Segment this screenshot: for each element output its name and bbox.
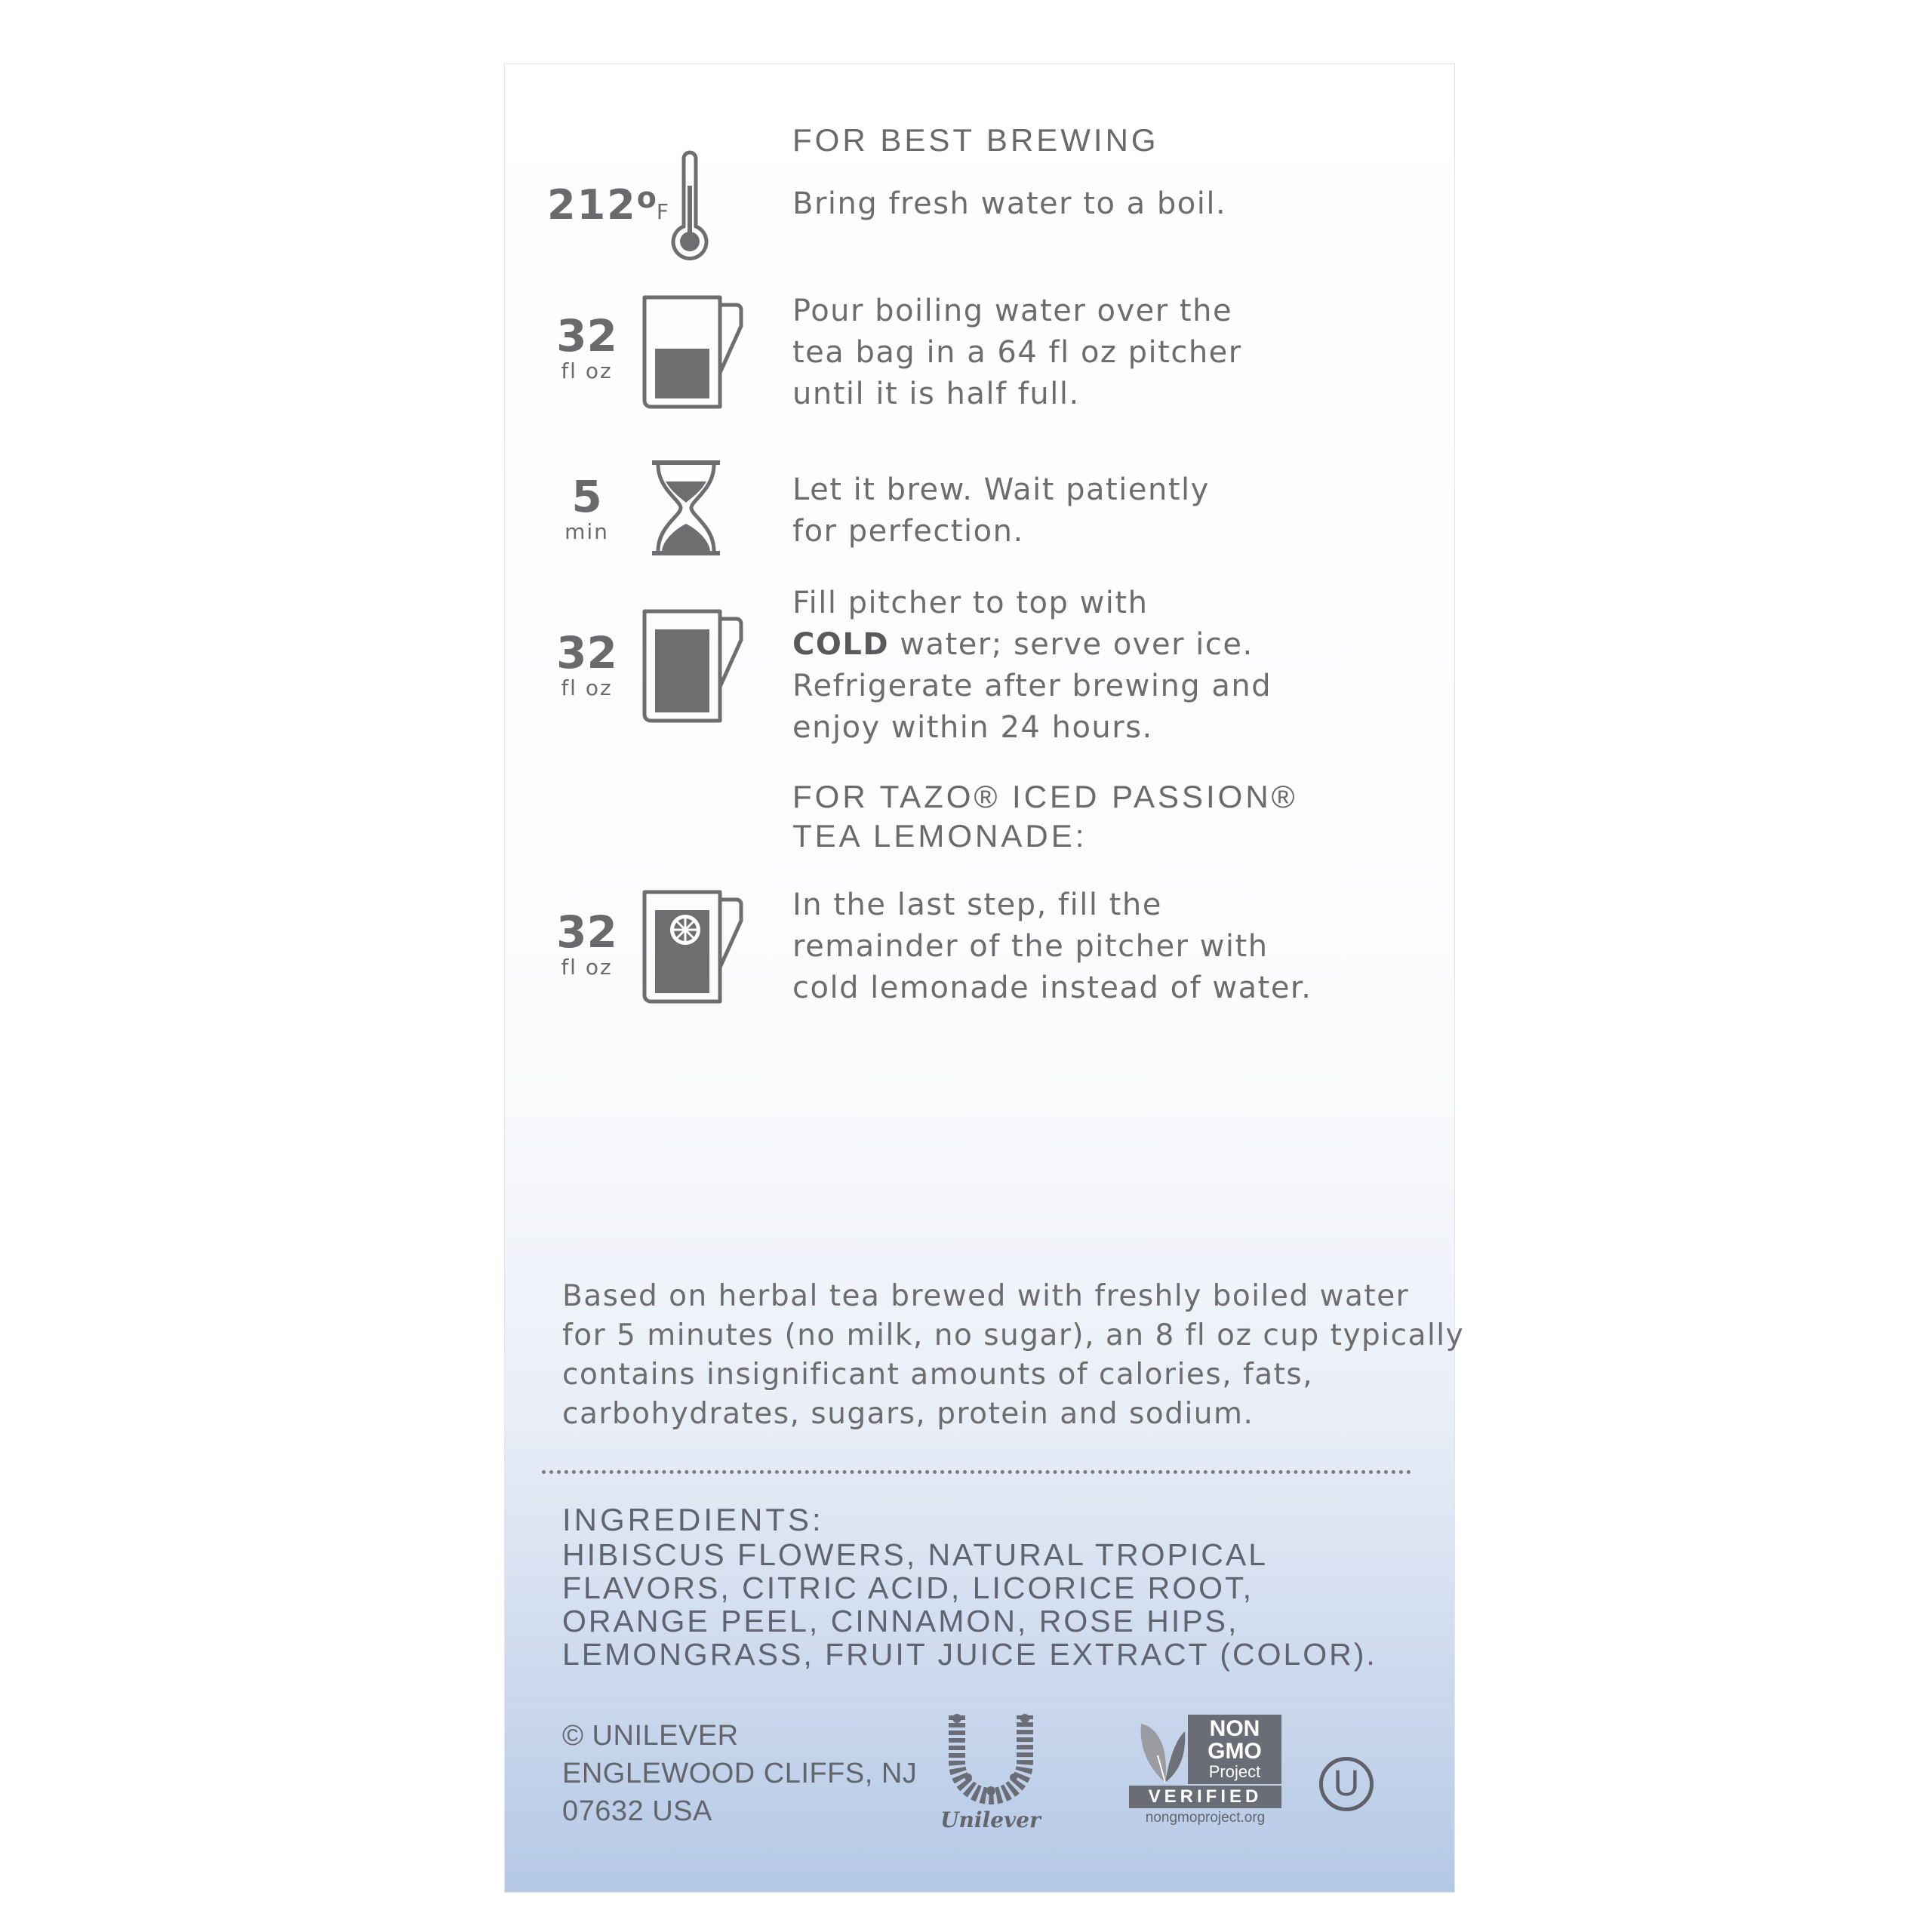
step-4-quantity	[551, 627, 623, 701]
nutrition-note	[562, 1277, 1464, 1434]
step-3-quantity	[551, 471, 623, 545]
step-4-line: enjoy within 24 hours.	[792, 710, 1153, 745]
pitcher-lemon-icon	[640, 889, 746, 1002]
step-2-text	[792, 291, 1242, 415]
step-4-line-rest: water; serve over ice.	[900, 627, 1254, 662]
non-gmo-label-line: Project	[1208, 1762, 1261, 1781]
dotted-divider	[542, 1470, 1411, 1474]
nutrition-note-line: carbohydrates, sugars, protein and sodium.	[562, 1397, 1254, 1431]
temperature-number: 212	[547, 181, 637, 229]
section-title-best-brewing: FOR BEST BREWING	[792, 122, 1159, 158]
ingredients-line: FLAVORS, CITRIC ACID, LICORICE ROOT,	[562, 1571, 1254, 1605]
lemonade-line: remainder of the pitcher with	[792, 929, 1269, 964]
address-line: ENGLEWOOD CLIFFS, NJ	[562, 1758, 918, 1789]
step-3-unit: min	[565, 519, 609, 544]
step-2-line: until it is half full.	[792, 377, 1080, 411]
nutrition-note-line: contains insignificant amounts of calories, fats,	[562, 1358, 1314, 1392]
non-gmo-url: nongmoproject.org	[1145, 1810, 1266, 1826]
lemonade-number: 32	[556, 906, 617, 958]
ingredients-list	[562, 1538, 1377, 1671]
non-gmo-badge	[1129, 1713, 1284, 1826]
step-3-text	[792, 469, 1210, 552]
pitcher-full-icon	[640, 608, 746, 721]
lemonade-title-line: TEA LEMONADE:	[792, 818, 1088, 854]
temperature-degree: o	[636, 181, 657, 214]
step-3-number: 5	[571, 471, 602, 522]
ingredients-title: INGREDIENTS:	[562, 1502, 824, 1537]
step-2-quantity	[551, 310, 623, 384]
company-address	[562, 1717, 917, 1830]
step-2-line: tea bag in a 64 fl oz pitcher	[792, 335, 1242, 370]
ingredients-line: HIBISCUS FLOWERS, NATURAL TROPICAL	[562, 1537, 1269, 1572]
step-4-line: Refrigerate after brewing and	[792, 669, 1272, 703]
step-4-line	[792, 624, 1272, 666]
step-4-text	[792, 583, 1272, 749]
kosher-symbol-icon: U	[1319, 1757, 1374, 1811]
cold-emphasis: COLD	[792, 627, 890, 662]
hourglass-icon	[651, 459, 722, 557]
thermometer-icon	[667, 148, 712, 261]
ingredients-line: ORANGE PEEL, CINNAMON, ROSE HIPS,	[562, 1604, 1239, 1638]
non-gmo-label-line: GMO	[1208, 1739, 1262, 1764]
butterfly-icon	[1135, 1716, 1188, 1788]
unilever-logo-icon	[934, 1709, 1048, 1819]
step-2-unit: fl oz	[561, 358, 613, 383]
lemonade-title-line: FOR TAZO® ICED PASSION®	[792, 779, 1298, 814]
pitcher-half-icon	[640, 294, 746, 408]
temperature-unit: F	[656, 199, 669, 224]
step-3-line: for perfection.	[792, 514, 1024, 549]
step-2-line: Pour boiling water over the	[792, 294, 1233, 328]
temperature-value	[547, 181, 669, 229]
step-1-line: Bring fresh water to a boil.	[792, 186, 1227, 221]
non-gmo-label-box	[1188, 1715, 1281, 1784]
ingredients-line: LEMONGRASS, FRUIT JUICE EXTRACT (COLOR).	[562, 1637, 1377, 1672]
address-line: 07632 USA	[562, 1795, 712, 1827]
lemonade-text	[792, 884, 1312, 1009]
lemonade-unit: fl oz	[561, 955, 613, 980]
nutrition-note-line: Based on herbal tea brewed with freshly boiled water	[562, 1279, 1410, 1313]
lemonade-line: In the last step, fill the	[792, 888, 1162, 922]
step-2-number: 32	[556, 310, 617, 361]
step-4-line: Fill pitcher to top with	[792, 586, 1149, 620]
address-line: © UNILEVER	[562, 1720, 739, 1752]
lemonade-line: cold lemonade instead of water.	[792, 971, 1312, 1005]
section-title-lemonade	[792, 777, 1298, 856]
step-3-line: Let it brew. Wait patiently	[792, 472, 1210, 507]
lemonade-quantity	[551, 906, 623, 980]
ingredients-block	[562, 1502, 1377, 1671]
step-1-text	[792, 183, 1226, 225]
nutrition-note-line: for 5 minutes (no milk, no sugar), an 8 fl oz cup typically	[562, 1318, 1465, 1352]
non-gmo-label-line: NON	[1209, 1716, 1260, 1741]
verified-label: VERIFIED	[1129, 1786, 1281, 1808]
step-4-unit: fl oz	[561, 675, 613, 700]
unilever-logo-text: Unilever	[940, 1807, 1041, 1832]
step-4-number: 32	[556, 627, 617, 678]
